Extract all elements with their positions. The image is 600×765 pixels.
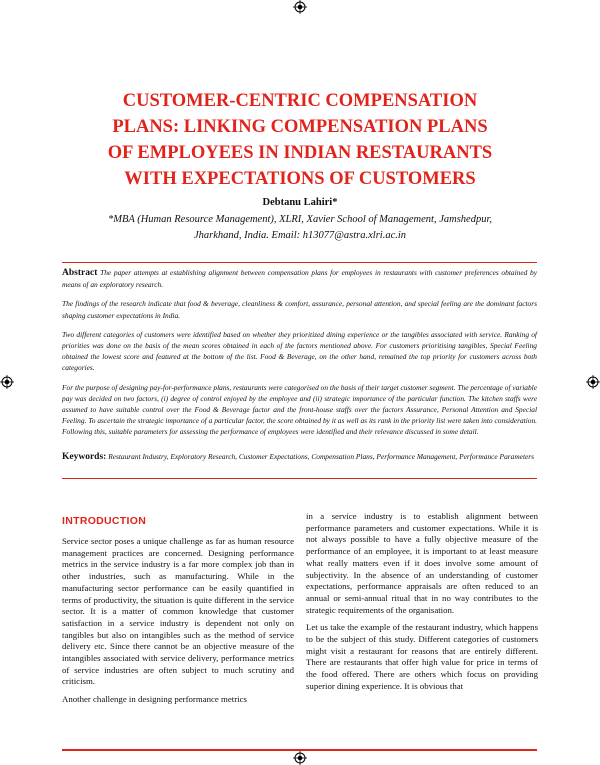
abstract-paragraph: The findings of the research indicate that food & beverage, cleanliness & comfort, assurance, personal attention, and special feeling are the dominant factors shaping customer expectations in India.	[62, 299, 537, 320]
abstract-text: The paper attempts at establishing alignment between compensation plans for employees in restaurants with customer preferences obtained by means of an exploratory research.	[62, 268, 537, 290]
title-line: OF EMPLOYEES IN INDIAN RESTAURANTS	[107, 143, 493, 163]
author-name: Debtanu Lahiri*	[262, 197, 338, 208]
abstract-label: Abstract	[62, 268, 98, 278]
abstract-paragraph: For the purpose of designing pay-for-performance plans, restaurants were categorised on the basis of their target customer segment. The percentage of variable pay was decided on two factors, (i) degree of control enjoyed by the employee and (ii) strategic importance of the particular function. The kitchen staffs were assumed to have suitable control over the Food & Beverage factor and the front-house staffs over the factors Assurance, Personal Attention and Special Feeling. To ascertain the strategic importance of a particular factor, the score obtained by it as well as its rank in the priority list were taken into consideration. Following this, suitable parameters for assessing the performance of employees were identified and their relevance discussed in some detail.	[62, 382, 537, 437]
body-paragraph: in a service industry is to establish alignment between performance parameters and customer expectations. While it is not always possible to have a fully objective measure of the performance of an employee, it is important to at least measure what really matters even if it does involve some amount of subjectivity. In the absence of an understanding of customer expectations, performance appraisals are often reduced to an annual or semi-annual ritual that in no way contributes to the strategic requirements of the organisation.	[306, 511, 538, 615]
affiliation-line: Jharkhand, India. Email: h13077@astra.xlri.ac.in	[193, 230, 407, 241]
body-paragraph: Let us take the example of the restaurant industry, which happens to be the subject of this study. Different categories of customers might visit a restaurant for reasons that are entirely different. There are restaurants that offer high value for price in terms of the food offered. There are others which focus on providing superior dining experience. It is obvious that	[306, 622, 538, 691]
author-affiliation	[80, 212, 520, 244]
section-heading: INTRODUCTION	[62, 515, 147, 527]
abstract-paragraph: Two different categories of customers were identified based on whether they prioritized dining experience or the tangibles associated with service. Ranking of priorities was done on the basis of the mean scores obtained in each of the factors mentioned above. For customers prioritising tangibles, Special Feeling obtained the lowest score and featured at the bottom of the list. Food & Beverage, on the other hand, remained the top priority for customers across both categories.	[62, 329, 537, 373]
title-line: WITH EXPECTATIONS OF CUSTOMERS	[124, 169, 476, 189]
footer-rule	[62, 749, 537, 751]
left-column	[62, 536, 294, 746]
body-paragraph: Another challenge in designing performance metrics	[62, 694, 247, 705]
keywords-text: Restaurant Industry, Exploratory Research, Customer Expectations, Compensation Plans, Performance Management, Performance Parameters	[108, 452, 535, 461]
abstract-top-rule	[62, 262, 537, 263]
title-line: CUSTOMER-CENTRIC COMPENSATION	[122, 91, 478, 111]
registration-mark-icon	[0, 375, 14, 389]
registration-mark-icon	[586, 375, 600, 389]
title-line: PLANS: LINKING COMPENSATION PLANS	[112, 117, 488, 137]
paper-title	[55, 88, 545, 192]
keywords-block	[62, 451, 537, 463]
keywords-label: Keywords:	[62, 452, 107, 462]
abstract-bottom-rule	[62, 478, 537, 479]
body-paragraph: Service sector poses a unique challenge as far as human resource management practices are concerned. Designing performance metrics in the service industry is a far more complex job than in other industries, such as manufacturing. While in the manufacturing sector performance can be easily quantified in terms of productivity, the situation is quite different in the service sector. It is a matter of common knowledge that customer satisfaction in a service industry is dependent not only on tangibles but also on intangibles such as the method of service delivery etc. Since there cannot be an objective measure of the intangibles associated with service delivery, performance metrics of service industries are often subject to much scrutiny and criticism.	[62, 536, 294, 687]
registration-mark-icon	[293, 751, 307, 765]
abstract-block	[62, 267, 537, 446]
registration-mark-icon	[293, 0, 307, 14]
right-column	[306, 511, 538, 746]
abstract-paragraph	[62, 267, 537, 290]
affiliation-line: *MBA (Human Resource Management), XLRI, Xavier School of Management, Jamshedpur,	[107, 214, 493, 225]
